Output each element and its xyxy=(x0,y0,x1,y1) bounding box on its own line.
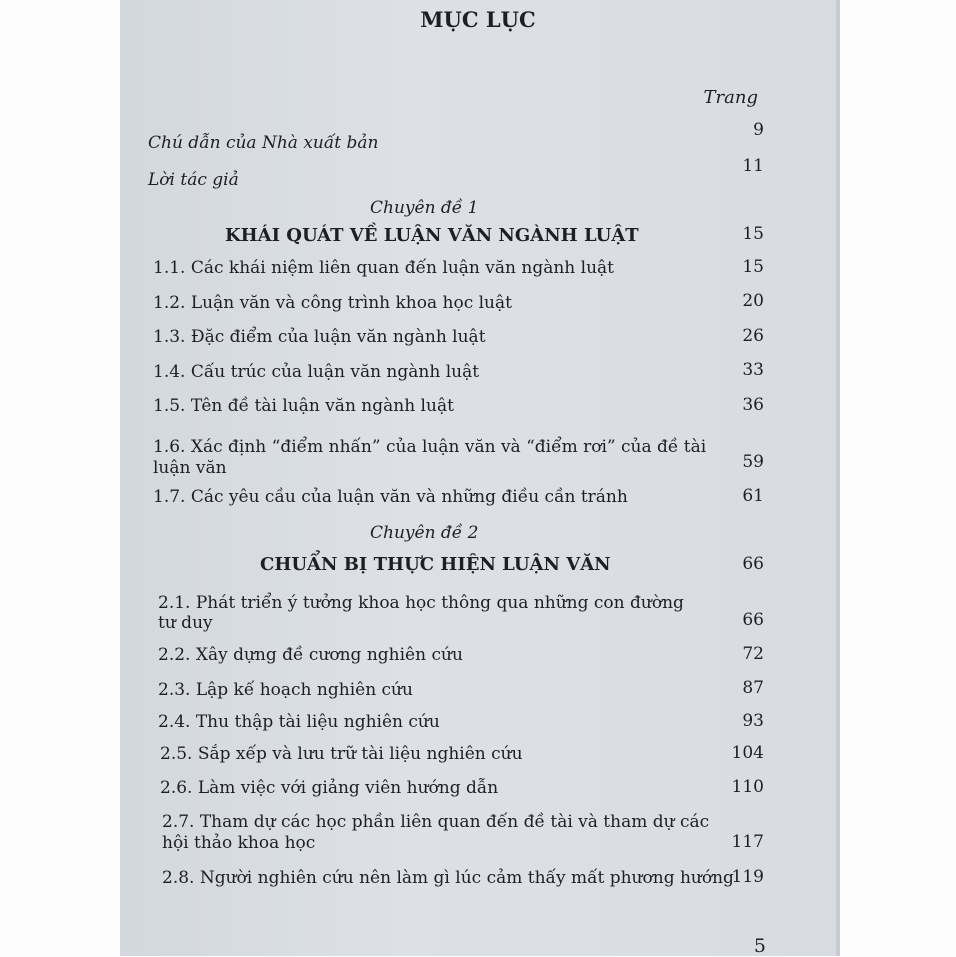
toc-entry: 1.5. Tên đề tài luận văn ngành luật xyxy=(153,396,454,416)
toc-page: 9 xyxy=(753,120,764,140)
toc-entry: 1.1. Các khái niệm liên quan đến luận văn ngành luật xyxy=(153,258,614,278)
toc-page: 26 xyxy=(742,326,764,346)
toc-entry: Lời tác giả xyxy=(148,170,239,190)
toc-page: 59 xyxy=(742,452,764,472)
toc-entry: 2.5. Sắp xếp và lưu trữ tài liệu nghiên cứu xyxy=(160,744,523,764)
toc-entry-cont: hội thảo khoa học xyxy=(162,833,316,853)
toc-entry: 2.6. Làm việc với giảng viên hướng dẫn xyxy=(160,778,499,798)
chapter-label: Chuyên đề 2 xyxy=(370,523,479,543)
chapter-title: CHUẨN BỊ THỰC HIỆN LUẬN VĂN xyxy=(260,554,611,575)
toc-page: 15 xyxy=(742,257,764,277)
toc-page: 87 xyxy=(742,678,764,698)
toc-page: 66 xyxy=(742,554,764,574)
toc-entry-cont: tư duy xyxy=(158,613,213,633)
toc-page: 36 xyxy=(742,395,764,415)
chapter-title: KHÁI QUÁT VỀ LUẬN VĂN NGÀNH LUẬT xyxy=(225,225,639,246)
toc-page: 61 xyxy=(742,486,764,506)
toc-entry: 1.3. Đặc điểm của luận văn ngành luật xyxy=(153,327,486,347)
page-edge xyxy=(836,0,840,956)
toc-page: 104 xyxy=(731,743,764,763)
toc-entry: 2.1. Phát triển ý tưởng khoa học thông qua những con đường xyxy=(158,593,684,613)
toc-entry: 2.2. Xây dựng đề cương nghiên cứu xyxy=(158,645,463,665)
toc-entry: 2.8. Người nghiên cứu nên làm gì lúc cảm thấy mất phương hướng xyxy=(162,868,734,888)
toc-page: 20 xyxy=(742,291,764,311)
toc-page: 11 xyxy=(742,156,764,176)
toc-page: 117 xyxy=(731,832,764,852)
page-number: 5 xyxy=(753,935,766,957)
toc-entry: 2.4. Thu thập tài liệu nghiên cứu xyxy=(158,712,440,732)
toc-entry: 1.7. Các yêu cầu của luận văn và những điều cần tránh xyxy=(153,487,628,507)
toc-page: 72 xyxy=(742,644,764,664)
toc-page: 93 xyxy=(742,711,764,731)
toc-page: 15 xyxy=(742,224,764,244)
toc-entry-cont: luận văn xyxy=(153,458,227,478)
toc-page: 66 xyxy=(742,610,764,630)
toc-entry: Chú dẫn của Nhà xuất bản xyxy=(148,133,379,153)
toc-page: 119 xyxy=(731,867,764,887)
toc-entry: 1.2. Luận văn và công trình khoa học luật xyxy=(153,293,512,313)
toc-page: 33 xyxy=(742,360,764,380)
toc-entry: 2.7. Tham dự các học phần liên quan đến đề tài và tham dự các xyxy=(162,812,710,832)
toc-entry: 1.6. Xác định “điểm nhấn” của luận văn và “điểm rơi” của đề tài xyxy=(153,437,707,457)
toc-title: MỤC LỤC xyxy=(420,7,536,32)
toc-page: 110 xyxy=(731,777,764,797)
page-column-label: Trang xyxy=(703,87,758,108)
chapter-label: Chuyên đề 1 xyxy=(370,198,479,218)
toc-entry: 2.3. Lập kế hoạch nghiên cứu xyxy=(158,680,413,700)
toc-entry: 1.4. Cấu trúc của luận văn ngành luật xyxy=(153,362,480,382)
